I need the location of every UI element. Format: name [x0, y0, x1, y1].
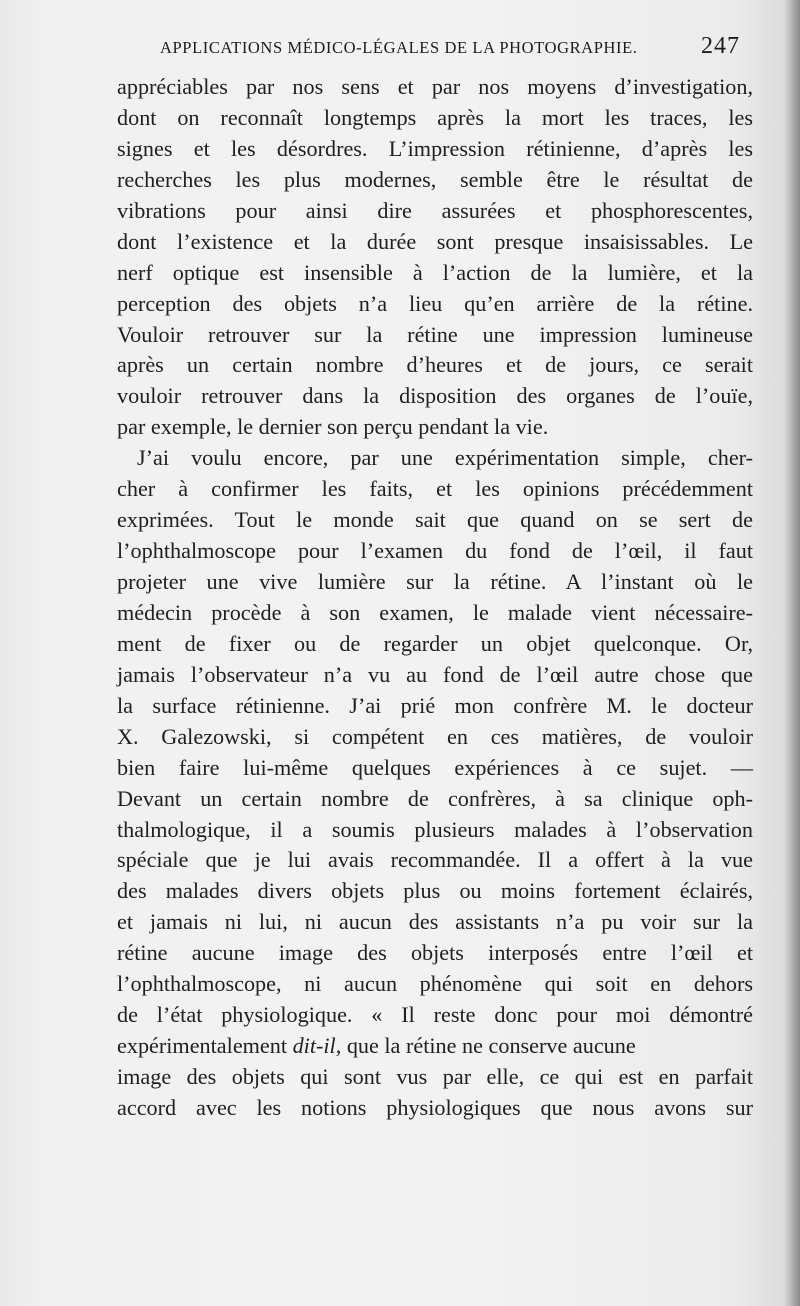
text-line: bien faire lui-même quelques expériences à ce sujet. — [117, 754, 753, 780]
text-line: l’ophthalmoscope, ni aucun phénomène qui soit en dehors [117, 971, 753, 997]
text-line: recherches les plus modernes, semble être le résultat de [117, 166, 753, 192]
text-line: signes et les désordres. L’impression rétinienne, d’après les [117, 135, 753, 161]
text-line: ment de fixer ou de regarder un objet quelconque. Or, [117, 630, 753, 656]
running-head: APPLICATIONS MÉDICO-LÉGALES DE LA PHOTOGRAPHIE. [160, 38, 638, 57]
text-line: appréciables par nos sens et par nos moyens d’investigation, [117, 74, 753, 99]
text-line-with-italic [117, 1031, 753, 1062]
text-line: Vouloir retrouver sur la rétine une impression lumineuse [117, 321, 753, 347]
text-line: des malades divers objets plus ou moins fortement éclairés, [117, 878, 753, 904]
text-line: de l’état physiologique. « Il reste donc pour moi démontré [117, 1002, 753, 1028]
text-line: la surface rétinienne. J’ai prié mon confrère M. le docteur [117, 692, 753, 718]
text-line: vouloir retrouver dans la disposition des organes de l’ouïe, [117, 383, 753, 409]
italic-aside: dit-il, [292, 1033, 342, 1059]
text-line: exprimées. Tout le monde sait que quand on se sert de [117, 507, 753, 533]
text-line: Devant un certain nombre de confrères, à sa clinique oph- [117, 785, 753, 811]
text-line: et jamais ni lui, ni aucun des assistants n’a pu voir sur la [117, 909, 753, 935]
line-start: expérimentalement [117, 1033, 293, 1059]
text-line: vibrations pour ainsi dire assurées et phosphorescentes, [117, 197, 753, 223]
page-number: 247 [701, 33, 740, 59]
text-line: projeter une vive lumière sur la rétine. A l’instant où le [117, 569, 753, 594]
text-line: rétine aucune image des objets interposés entre l’œil et [117, 940, 753, 966]
text-line: l’ophthalmoscope pour l’examen du fond de l’œil, il faut [117, 538, 753, 564]
text-line: dont on reconnaît longtemps après la mort les traces, les [117, 104, 753, 130]
text-line: X. Galezowski, si compétent en ces matières, de vouloir [117, 723, 753, 749]
text-line: après un certain nombre d’heures et de jours, ce serait [117, 352, 753, 378]
text-line: image des objets qui sont vus par elle, ce qui est en parfait [117, 1064, 753, 1089]
text-line: jamais l’observateur n’a vu au fond de l’œil autre chose que [117, 661, 753, 687]
paragraph-end-line: par exemple, le dernier son perçu pendant la vie. [117, 414, 549, 440]
text-line: cher à confirmer les faits, et les opinions précédemment [117, 476, 753, 502]
text-line: accord avec les notions physiologiques que nous avons sur [117, 1094, 753, 1120]
body-text [117, 72, 753, 1124]
text-line: médecin procède à son examen, le malade vient nécessaire- [117, 599, 753, 625]
text-line: nerf optique est insensible à l’action de la lumière, et la [117, 259, 753, 285]
paragraph-start-line: J’ai voulu encore, par une expérimentation simple, cher- [137, 445, 753, 471]
text-line: perception des objets n’a lieu qu’en arrière de la rétine. [117, 290, 753, 316]
text-line: thalmologique, il a soumis plusieurs malades à l’observation [117, 816, 753, 842]
page-header [0, 33, 800, 66]
line-end: que la rétine ne conserve aucune [341, 1033, 636, 1059]
text-line: dont l’existence et la durée sont presque insaisissables. Le [117, 228, 753, 254]
text-line: spéciale que je lui avais recommandée. Il a offert à la vue [117, 847, 753, 873]
